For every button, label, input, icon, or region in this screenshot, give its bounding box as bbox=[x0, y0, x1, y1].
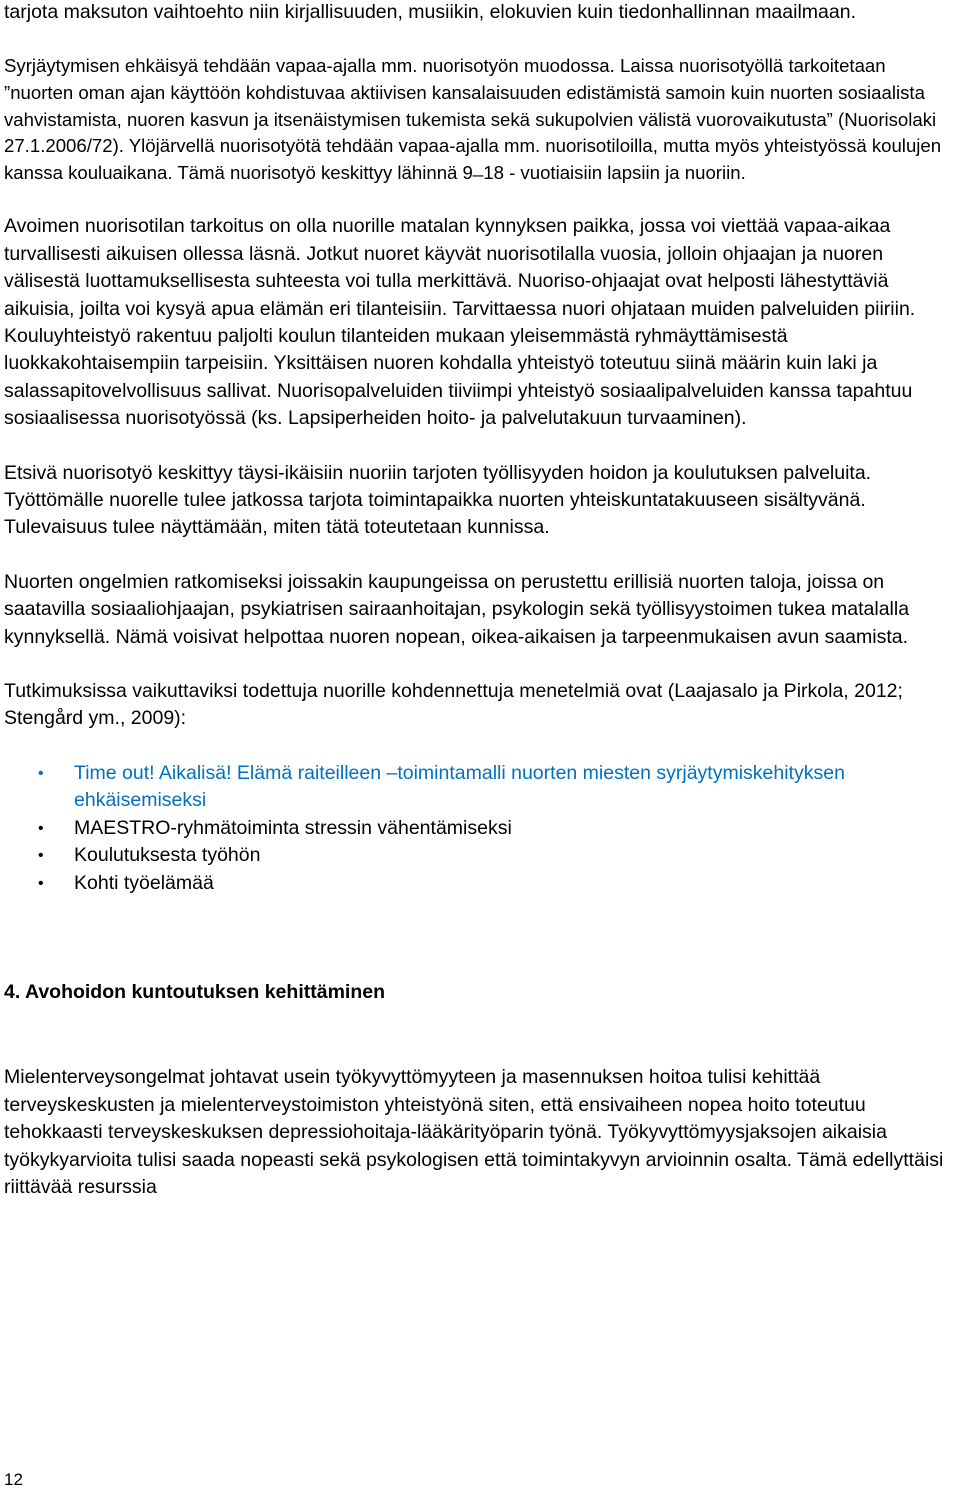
list-item-text: Kohti työelämää bbox=[74, 871, 214, 894]
bullet-icon: • bbox=[38, 819, 44, 837]
paragraph-intro-continuation: tarjota maksuton vaihtoehto niin kirjallisuuden, musiikin, elokuvien kuin tiedonhallinnan maailmaan. bbox=[4, 1, 856, 23]
paragraph-open-youth-space: Avoimen nuorisotilan tarkoitus on olla nuorille matalan kynnyksen paikka, jossa voi viettää vapaa-aikaa turvallisesti aikuisen ollessa läsnä. Jotkut nuoret käyvät nuorisotilalla vuosia, jolloin ohjaajan ja nuoren välisestä luottamuksellisesta suhteesta voi tulla merkittävä. Nuoriso-ohjaajat ovat helposti lähestyttäviä aikuisia, joilta voi kysyä apua elämän eri tilanteisiin. Tarvittaessa nuori ohjataan muiden palveluiden piiriin. Kouluyhteistyö rakentuu paljolti koulun tilanteiden mukaan yleisemmästä ryhmäyttämisestä luokkakohtaisempiin tarpeisiin. Yksittäisen nuoren kohdalla yhteistyö toteutuu siinä määrin kuin laki ja salassapitovelvollisuus sallivat. Nuorisopalveluiden tiiviimpi yhteistyö sosiaalipalveluiden kanssa tapahtuu sosiaalisessa nuorisotyössä (ks. Lapsiperheiden hoito- ja palvelutakuun turvaaminen). bbox=[4, 215, 916, 430]
list-item-time-out-link[interactable] bbox=[4, 760, 958, 815]
list-item bbox=[4, 815, 958, 842]
bullet-icon: • bbox=[38, 847, 44, 865]
list-item bbox=[4, 870, 958, 897]
section-heading: 4. Avohoidon kuntoutuksen kehittäminen bbox=[4, 980, 385, 1003]
paragraph-outreach-youth-work: Etsivä nuorisotyö keskittyy täysi-ikäisiin nuoriin tarjoten työllisyyden hoidon ja koulutuksen palveluita. Työttömälle nuorelle tulee jatkossa tarjota toimintapaikka nuorten yhteiskuntatakuuseen sisältyvänä. Tulevaisuus tulee näyttämään, miten tätä toteutetaan kunnissa. bbox=[4, 461, 872, 539]
paragraph-youth-houses: Nuorten ongelmien ratkomiseksi joissakin kaupungeissa on perustettu erillisiä nuorten taloja, joissa on saatavilla sosiaaliohjaajan, psykiatrisen sairaanhoitajan, psykologin sekä työllisyystoimen tukea matalalla kynnyksellä. Nämä voisivat helpottaa nuoren nopean, oikea-aikaisen ja tarpeenmukaisen avun saamista. bbox=[4, 570, 910, 648]
paragraph-effective-methods: Tutkimuksissa vaikuttaviksi todettuja nuorille kohdennettuja menetelmiä ovat (Laajasalo ja Pirkola, 2012; Stengård ym., 2009): bbox=[4, 680, 903, 730]
paragraph-outpatient-rehab: Mielenterveysongelmat johtavat usein työkyvyttömyyteen ja masennuksen hoitoa tulisi kehittää terveyskeskusten ja mielenterveystoimiston yhteistyönä siten, että ensivaiheen nopea hoito toteutuu tehokkaasti terveyskeskuksen depressiohoitaja-lääkärityöparin työnä. Työkyvyttömyysjaksojen aikaisia työkykyarvioita tulisi saada nopeasti sekä psykologisen että toimintakyvyn arvioinnin osalta. Tämä edellyttäisi riittävää resurssia bbox=[4, 1066, 944, 1198]
list-item-text: Koulutuksesta työhön bbox=[74, 844, 261, 867]
list-item-text[interactable]: Time out! Aikalisä! Elämä raiteilleen –toimintamalli nuorten miesten syrjäytymiskehityksen ehkäisemiseksi bbox=[74, 761, 845, 812]
document-page bbox=[4, 0, 958, 1201]
page-number: 12 bbox=[4, 1470, 23, 1489]
bullet-icon: • bbox=[38, 874, 44, 892]
paragraph-youth-work: Syrjäytymisen ehkäisyä tehdään vapaa-ajalla mm. nuorisotyön muodossa. Laissa nuorisotyöllä tarkoitetaan ”nuorten oman ajan käyttöön kohdistuvaa aktiivisen kansalaisuuden edistämistä samoin kuin nuorten sosiaalista vahvistamista, nuoren kasvun ja itsenäistymisen tukemista sekä sukupolvien välistä vuorovaikutusta” (Nuorisolaki 27.1.2006/72). Ylöjärvellä nuorisotyötä tehdään vapaa-ajalla mm. nuorisotiloilla, mutta myös yhteistyössä koulujen kanssa kouluaikana. Tämä nuorisotyö keskittyy lähinnä 9 ̶ 18 - vuotiaisiin lapsiin ja nuoriin. bbox=[4, 55, 942, 183]
bullet-icon: • bbox=[38, 764, 44, 782]
list-item bbox=[4, 842, 958, 869]
list-item-text: MAESTRO-ryhmätoiminta stressin vähentämiseksi bbox=[74, 816, 512, 839]
methods-list bbox=[4, 760, 958, 897]
